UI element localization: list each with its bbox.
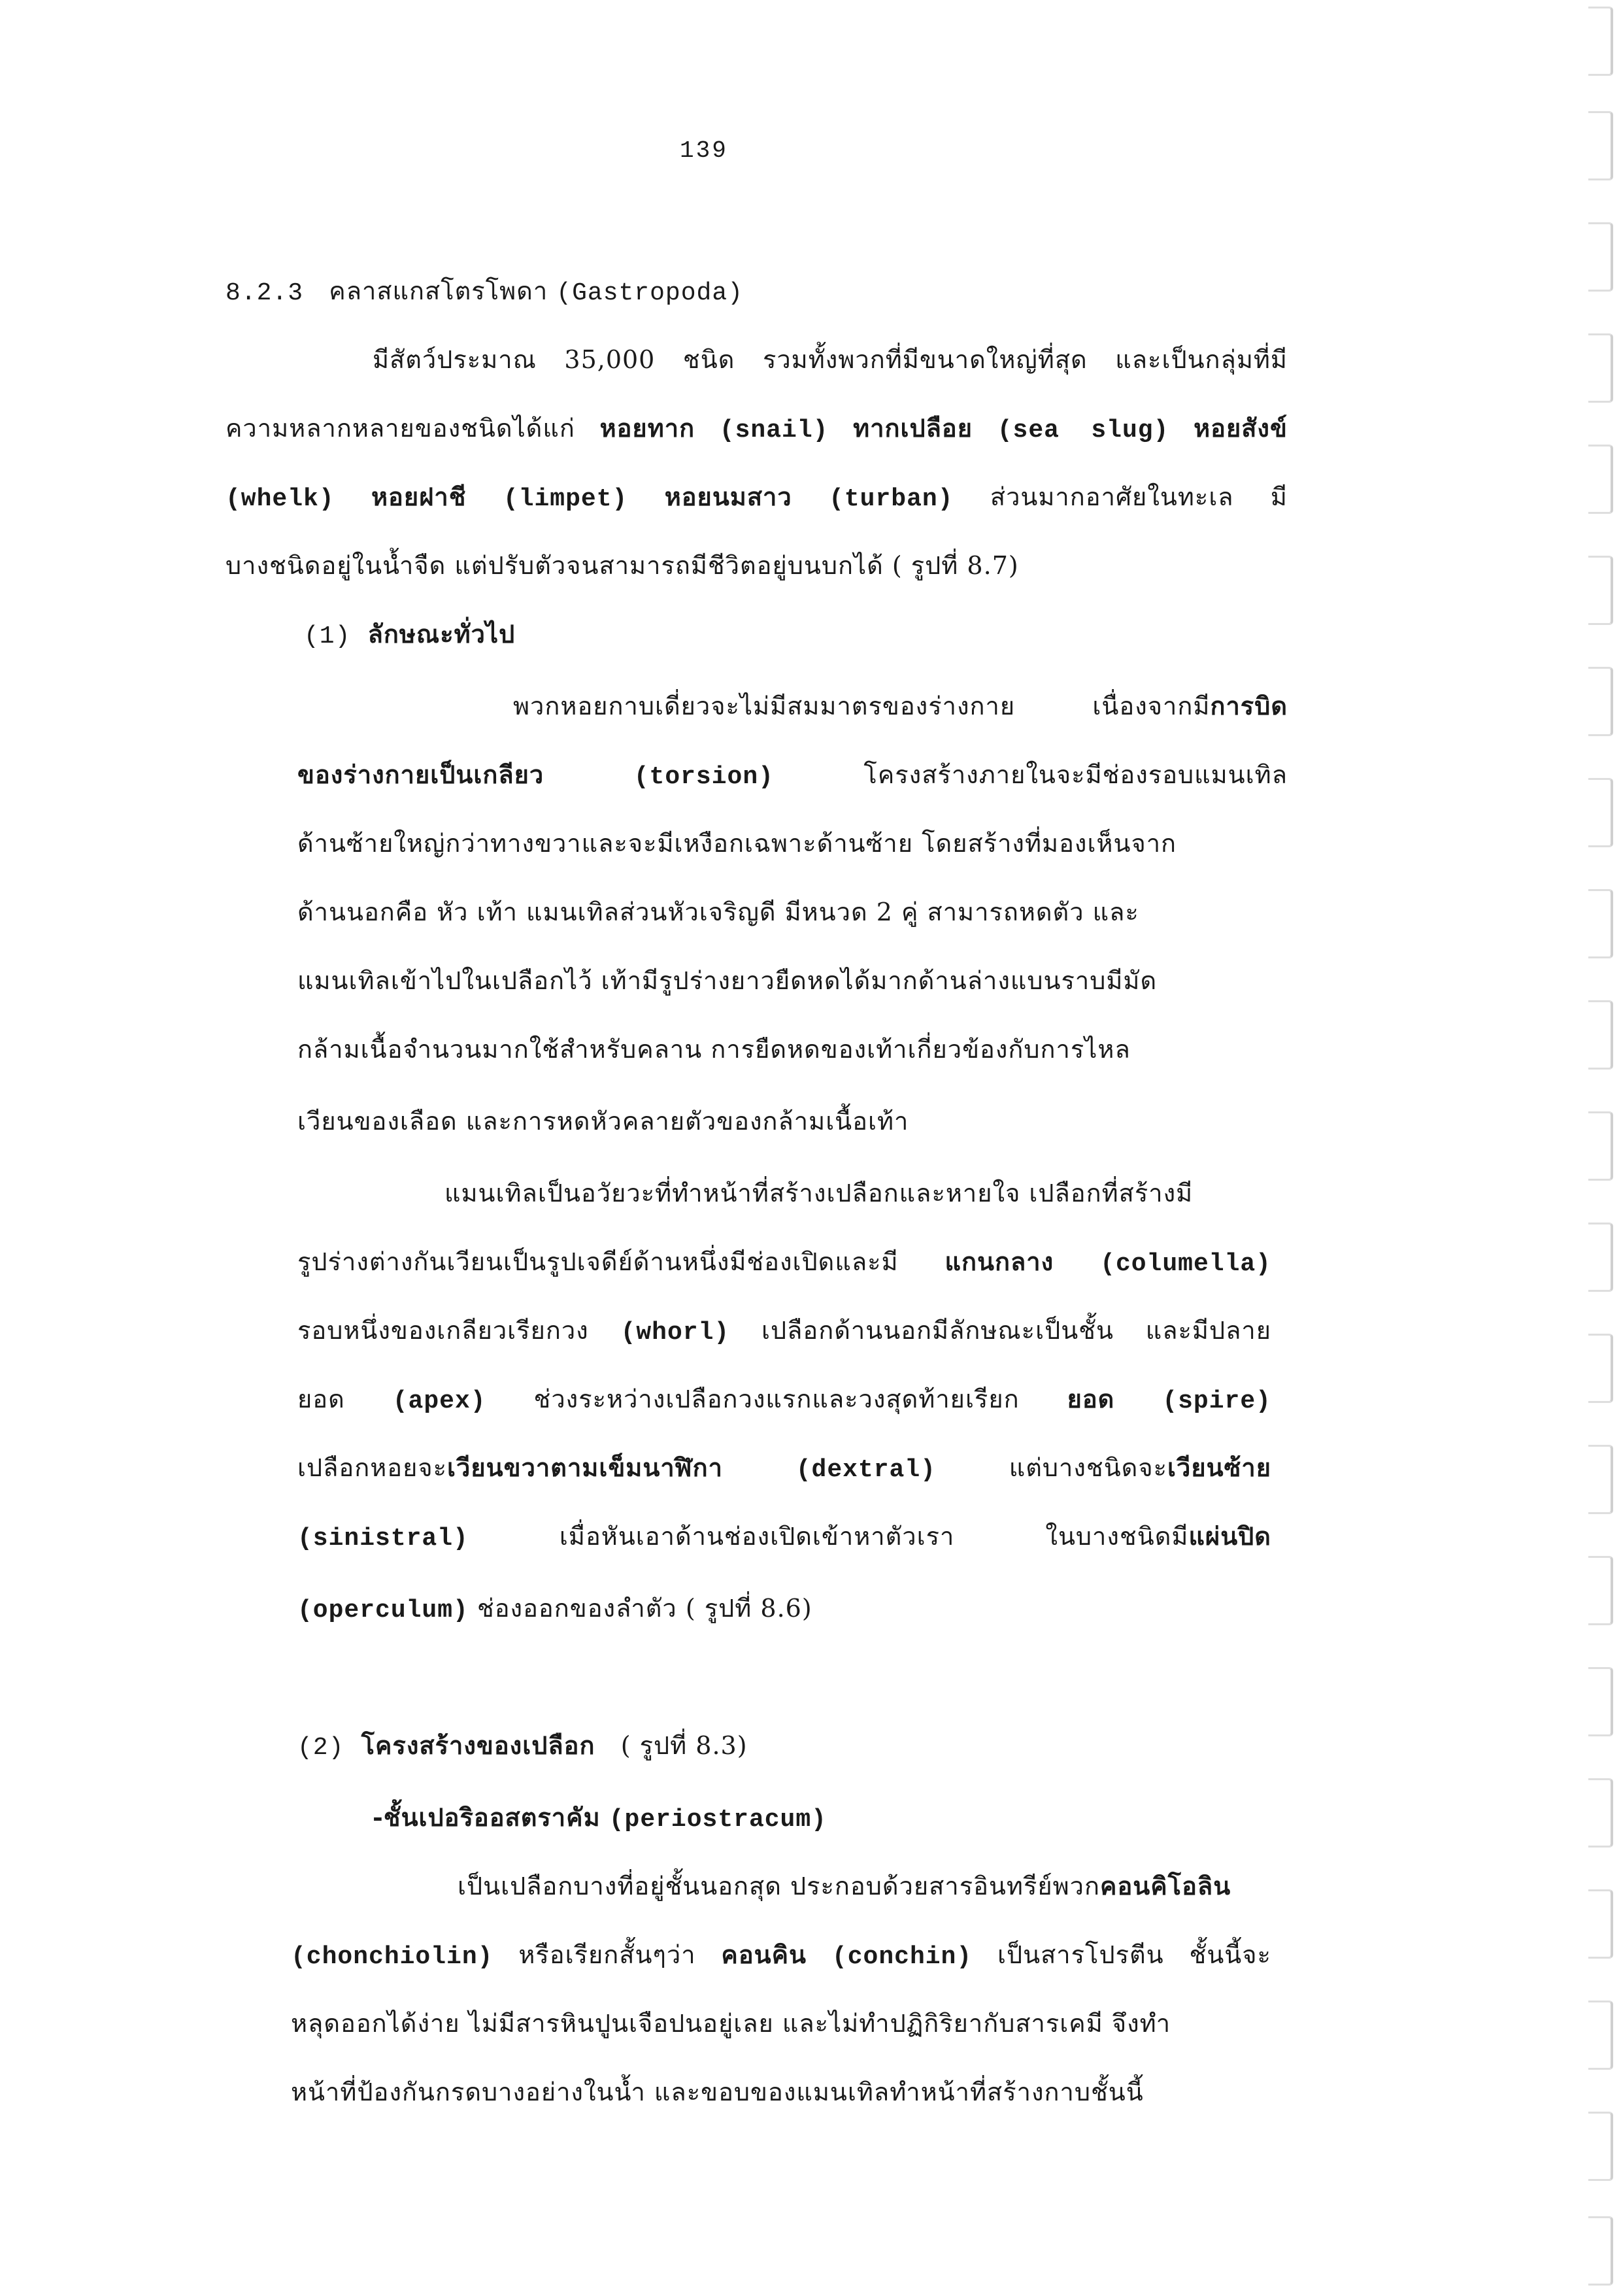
paragraph-text: ช่องออกของลำตัว ( รูปที่ 8.6) bbox=[476, 1594, 812, 1623]
paragraph-text: เป็นเปลือกบางที่อยู่ชั้นนอกสุด ประกอบด้วยสารอินทรีย์พวก bbox=[458, 1872, 1101, 1900]
p1-line-3: ด้านซ้ายใหญ่กว่าทางขวาและจะมีเหงือกเฉพาะด้านซ้าย โดยสร้างที่มองเห็นจาก bbox=[297, 829, 1177, 858]
p1-line-5: แมนเทิลเข้าไปในเปลือกไว้ เท้ามีรูปร่างยาวยืดหดได้มากด้านล่างแบนราบมีมัด bbox=[297, 966, 1158, 995]
section-number: 8.2.3 bbox=[226, 279, 304, 307]
bold-term: แกนกลาง bbox=[944, 1247, 1054, 1276]
binding-hole-mark bbox=[1588, 1334, 1613, 1403]
bold-term: แผ่นปิด bbox=[1188, 1521, 1271, 1551]
p2-line-3 bbox=[297, 1314, 1271, 1349]
intro-line-4: บางชนิดอยู่ในน้ำจืด แต่ปรับตัวจนสามารถมีชีวิตอยู่บนบกได้ ( รูปที่ 8.7) bbox=[226, 551, 1019, 580]
bold-term-english: (turban) bbox=[829, 485, 954, 513]
binding-hole-mark bbox=[1588, 1000, 1613, 1070]
section-heading bbox=[226, 275, 743, 310]
p1-line-4: ด้านนอกคือ หัว เท้า แมนเทิลส่วนหัวเจริญดี มีหนวด 2 คู่ สามารถหดตัว และ bbox=[297, 898, 1139, 926]
bold-term-english: (snail) bbox=[719, 416, 829, 445]
section-title-thai: คลาสแกสโตรโพดา bbox=[329, 277, 548, 305]
binding-hole-mark bbox=[1588, 1778, 1613, 1848]
bold-term-english: (conchin) bbox=[831, 1943, 973, 1971]
binding-hole-mark bbox=[1588, 2001, 1613, 2070]
paragraph-text: โครงสร้างภายในจะมีช่องรอบแมนเทิล bbox=[863, 760, 1288, 789]
p1-line-1 bbox=[513, 690, 1288, 722]
bold-term-english: (dextral) bbox=[795, 1456, 936, 1484]
binding-hole-mark bbox=[1588, 2216, 1613, 2286]
layer-title-english: (periostracum) bbox=[609, 1806, 827, 1834]
p3-line-2 bbox=[291, 1938, 1271, 1974]
paragraph-text: รูปร่างต่างกันเวียนเป็นรูปเจดีย์ด้านหนึ่งมีช่องเปิดและมี bbox=[297, 1247, 899, 1276]
subheading-title: โครงสร้างของเปลือก bbox=[361, 1730, 595, 1760]
layer-heading-periostracum bbox=[373, 1801, 827, 1836]
bold-term-english: (operculum) bbox=[297, 1596, 469, 1625]
p2-line-6 bbox=[297, 1520, 1271, 1555]
subheading-number: (1) bbox=[304, 622, 351, 650]
bold-term: ของร่างกายเป็นเกลียว bbox=[297, 760, 544, 789]
bold-term: คอนคิโอลิน bbox=[1100, 1871, 1231, 1900]
figure-reference: ( รูปที่ 8.3) bbox=[620, 1731, 748, 1760]
bold-term: ยอด bbox=[1067, 1384, 1115, 1413]
paragraph-text: รอบหนึ่งของเกลียวเรียกวง bbox=[297, 1316, 589, 1345]
binding-hole-mark bbox=[1588, 778, 1613, 847]
bold-term: หอยนมสาว bbox=[664, 482, 792, 511]
p2-line-2 bbox=[297, 1245, 1271, 1281]
p1-line-7: เวียนของเลือด และการหดหัวคลายตัวของกล้ามเนื้อเท้า bbox=[297, 1107, 909, 1136]
layer-title-thai: -ชั้นเปอริออสตราคัม bbox=[373, 1802, 601, 1832]
bold-term: หอยทาก bbox=[599, 413, 695, 443]
paragraph-text: เปลือกด้านนอกมีลักษณะเป็นชั้น และมีปลาย bbox=[761, 1316, 1271, 1345]
intro-text: ส่วนมากอาศัยในทะเล มี bbox=[990, 482, 1288, 511]
binding-hole-mark bbox=[1588, 1445, 1613, 1514]
bold-term: ทากเปลือย bbox=[853, 413, 973, 443]
subheading-general-characteristics bbox=[304, 618, 515, 653]
binding-hole-mark bbox=[1588, 667, 1613, 736]
intro-text: มีสัตว์ประมาณ 35,000 ชนิด bbox=[373, 345, 735, 374]
binding-hole-mark bbox=[1588, 2112, 1613, 2181]
paragraph-text: หรือเรียกสั้นๆว่า bbox=[518, 1940, 696, 1969]
paragraph-text: เมื่อหันเอาด้านช่องเปิดเข้าหาตัวเรา bbox=[559, 1522, 955, 1551]
binding-hole-mark bbox=[1588, 556, 1613, 625]
p2-line-4 bbox=[297, 1383, 1271, 1418]
page-number: 139 bbox=[680, 137, 728, 164]
p2-line-5 bbox=[297, 1451, 1271, 1487]
bold-term-english: (sea slug) bbox=[997, 416, 1169, 445]
intro-line-3 bbox=[226, 481, 1288, 516]
binding-hole-mark bbox=[1588, 1111, 1613, 1181]
intro-text: ความหลากหลายของชนิดได้แก่ bbox=[226, 414, 575, 443]
binding-hole-mark bbox=[1588, 1889, 1613, 1959]
bold-term-english: (chonchiolin) bbox=[291, 1943, 493, 1971]
paragraph-text: ช่วงระหว่างเปลือกวงแรกและวงสุดท้ายเรียก bbox=[533, 1385, 1020, 1413]
bold-term: เวียนขวาตามเข็มนาฬิกา bbox=[447, 1453, 723, 1482]
p1-line-2 bbox=[297, 758, 1288, 794]
bold-term: คอนคิน bbox=[721, 1940, 807, 1969]
bold-term: เวียนซ้าย bbox=[1167, 1453, 1271, 1482]
binding-hole-mark bbox=[1588, 333, 1613, 403]
p3-line-4: หน้าที่ป้องกันกรดบางอย่างในน้ำ และขอบของแมนเทิลทำหน้าที่สร้างกาบชั้นนี้ bbox=[291, 2078, 1144, 2106]
binding-hole-mark bbox=[1588, 1667, 1613, 1736]
paragraph-text: เปลือกหอยจะ bbox=[297, 1453, 448, 1482]
binding-hole-mark bbox=[1588, 111, 1613, 180]
bold-term-english: (columella) bbox=[1100, 1250, 1271, 1278]
paragraph-text: พวกหอยกาบเดี่ยวจะไม่มีสมมาตรของร่างกาย เนื่องจากมี bbox=[513, 692, 1211, 720]
p1-line-6: กล้ามเนื้อจำนวนมากใช้สำหรับคลาน การยืดหดของเท้าเกี่ยวข้องกับการไหล bbox=[297, 1035, 1131, 1064]
p3-line-3: หลุดออกได้ง่าย ไม่มีสารหินปูนเจือปนอยู่เลย และไม่ทำปฏิกิริยากับสารเคมี จึงทำ bbox=[291, 2009, 1171, 2038]
p3-line-1 bbox=[458, 1870, 1231, 1902]
bold-term-english: (whelk) bbox=[226, 485, 335, 513]
section-title-english: (Gastropoda) bbox=[556, 279, 743, 307]
subheading-title: ลักษณะทั่วไป bbox=[367, 619, 516, 649]
intro-text: และเป็นกลุ่มที่มี bbox=[1115, 345, 1288, 374]
intro-line-2 bbox=[226, 412, 1288, 447]
bold-term: หอยสังข์ bbox=[1194, 413, 1288, 443]
binding-hole-mark bbox=[1588, 1556, 1613, 1625]
subheading-number: (2) bbox=[297, 1734, 344, 1762]
intro-text: รวมทั้งพวกที่มีขนาดใหญ่ที่สุด bbox=[762, 345, 1088, 374]
bold-term-english: (limpet) bbox=[503, 485, 628, 513]
bold-term-english: (whorl) bbox=[620, 1319, 730, 1347]
paragraph-text: ในบางชนิดมี bbox=[1045, 1522, 1189, 1551]
bold-term-english: (torsion) bbox=[633, 763, 774, 791]
binding-hole-mark bbox=[1588, 889, 1613, 958]
paragraph-text: เป็นสารโปรตีน ชั้นนี้จะ bbox=[997, 1940, 1271, 1969]
intro-line-1 bbox=[373, 343, 1288, 376]
p2-line-1: แมนเทิลเป็นอวัยวะที่ทำหน้าที่สร้างเปลือกและหายใจ เปลือกที่สร้างมี bbox=[444, 1179, 1194, 1207]
bold-term-english: (apex) bbox=[392, 1387, 486, 1415]
subheading-shell-structure bbox=[297, 1729, 748, 1764]
bold-term: การบิด bbox=[1210, 691, 1288, 720]
bold-term-english: (sinistral) bbox=[297, 1525, 469, 1553]
p2-line-7 bbox=[297, 1592, 812, 1627]
bold-term-english: (spire) bbox=[1162, 1387, 1271, 1415]
binding-hole-mark bbox=[1588, 222, 1613, 292]
paragraph-text: แต่บางชนิดจะ bbox=[1009, 1453, 1168, 1482]
bold-term: หอยฝาชี bbox=[371, 482, 467, 511]
binding-hole-mark bbox=[1588, 1223, 1613, 1292]
paragraph-text: ยอด bbox=[297, 1385, 345, 1413]
binding-hole-mark bbox=[1588, 7, 1613, 76]
binding-hole-mark bbox=[1588, 445, 1613, 514]
